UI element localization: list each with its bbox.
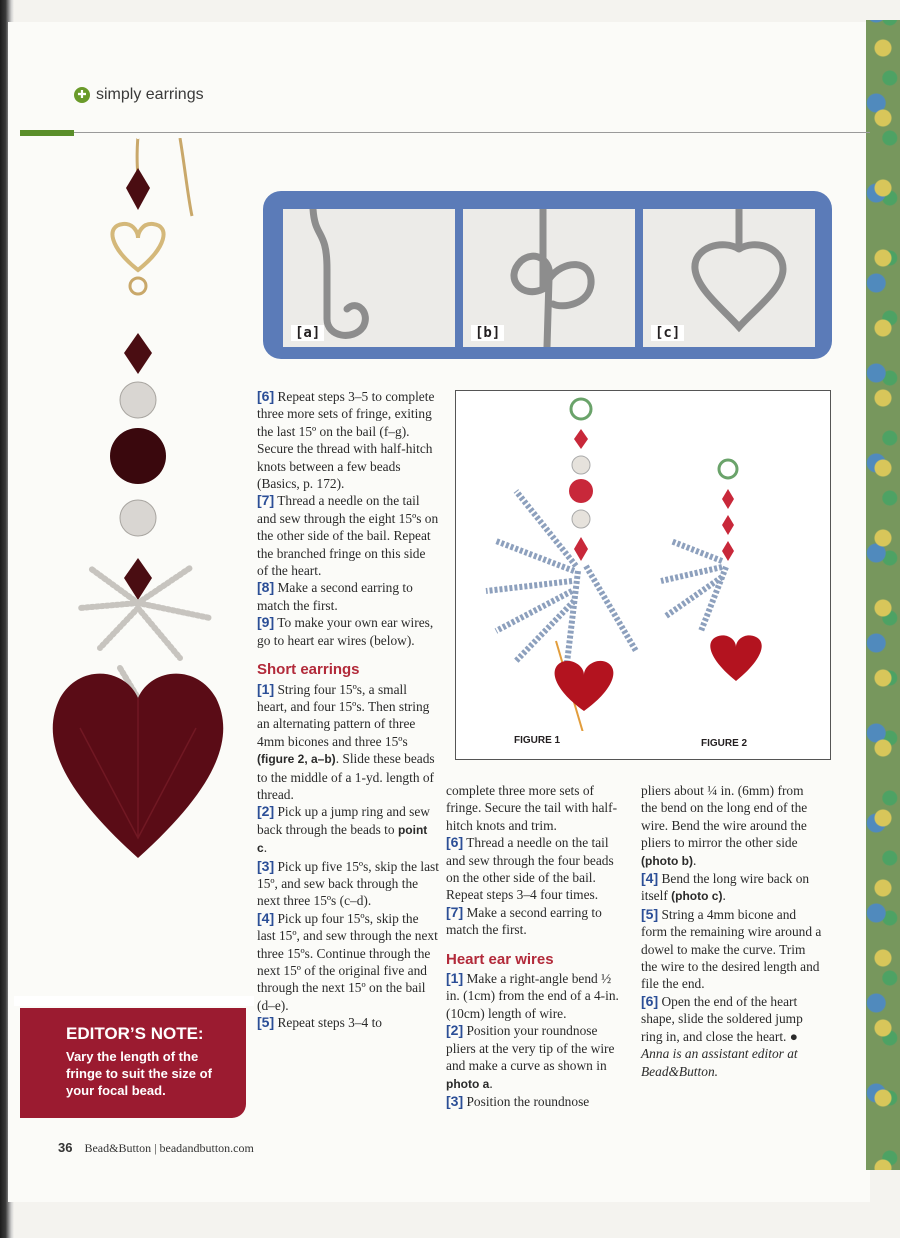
ear-wire <box>137 138 192 216</box>
step-paragraph: [7] Thread a needle on the tail and sew through the eight 15ºs on the other side of the bail. Repeat the branched fringe on this side of the heart. <box>257 492 439 579</box>
text-column-2 <box>446 782 628 1110</box>
heart-ear-wires-heading: Heart ear wires <box>446 950 554 968</box>
continued-paragraph: pliers about ¼ in. (6mm) from the bend on the long end of the wire. Bend the wire around the pliers to mirror the other side (photo b). <box>641 783 808 868</box>
step-paragraph: [3] Pick up five 15ºs, skip the last 15º, and sew back through the next three 15ºs (c–d). <box>257 857 439 909</box>
continued-paragraph: complete three more sets of fringe. Secure the tail with half-hitch knots and trim. <box>446 783 618 833</box>
photo-b <box>463 209 635 347</box>
note-divider <box>14 996 254 1006</box>
section-tag <box>74 86 204 104</box>
figure-1-label: FIGURE 1 <box>514 735 561 746</box>
step-photos-strip <box>263 191 832 359</box>
step-paragraph: [2] Position your roundnose pliers at the very tip of the wire and make a curve as shown in photo a. <box>446 1022 615 1091</box>
beading-diagram <box>456 391 830 731</box>
crystal-bead <box>120 500 156 536</box>
text-column-1 <box>257 388 439 1032</box>
step-paragraph: [5] String a 4mm bicone and form the remaining wire around a dowel to make the curve. Trim the wire to the desired length and file the end. <box>641 905 822 992</box>
step-paragraph: [2] Pick up a jump ring and sew back through the beads to point c. <box>257 803 430 856</box>
bicone-bead <box>124 333 152 374</box>
photo-a <box>283 209 455 347</box>
page-number: 36 <box>58 1140 73 1155</box>
step-paragraph: [8] Make a second earring to match the first. <box>257 579 413 613</box>
step-paragraph: [4] Bend the long wire back on itself (photo c). <box>641 870 810 904</box>
facing-page-beads-edge <box>866 20 900 1170</box>
step-paragraph: [4] Pick up four 15ºs, skip the last 15º, and sew through the next three 15ºs. Continue through the next 15º of the original five and through the next 15º on the bail (d–e). <box>257 909 438 1013</box>
figure-1-diagram <box>486 399 636 731</box>
section-tag-label: simply earrings <box>96 86 204 103</box>
photo-c-label: [c] <box>651 325 684 341</box>
crystal-bead <box>120 382 156 418</box>
step-paragraph: [7] Make a second earring to match the first. <box>446 903 602 938</box>
publication-credit: Bead&Button | beadandbutton.com <box>84 1141 254 1155</box>
page-footer <box>58 1140 254 1156</box>
earring-photo <box>20 138 250 858</box>
step-paragraph: [9] To make your own ear wires, go to heart ear wires (below). <box>257 614 434 648</box>
garnet-round-bead <box>110 428 166 484</box>
editors-note-box <box>20 1008 246 1118</box>
editors-note-title: EDITOR’S NOTE: <box>66 1024 204 1043</box>
photo-c <box>643 209 815 347</box>
bicone-bead <box>126 168 150 210</box>
photo-b-label: [b] <box>471 325 504 341</box>
step-paragraph: [6] Open the end of the heart shape, slide the soldered jump ring in, and close the heart. ● <box>641 992 803 1044</box>
step-paragraph: [5] Repeat steps 3–4 to <box>257 1014 382 1031</box>
figure-diagrams <box>455 390 831 760</box>
step-paragraph: [1] Make a right-angle bend ½ in. (1cm) from the end of a 4-in. (10cm) length of wire. <box>446 970 619 1021</box>
header-rule <box>74 132 870 133</box>
photo-a-label: [a] <box>291 325 324 341</box>
plus-in-circle-icon: ✚ <box>74 87 90 103</box>
step-paragraph: [6] Repeat steps 3–5 to complete three more sets of fringe, exiting the last 15º on the bail (f–g). Secure the thread with half-hitch knots between a few beads (Basics, p. 172). <box>257 388 435 492</box>
figure-2-label: FIGURE 2 <box>701 738 748 749</box>
end-mark-icon: ● <box>789 1028 798 1044</box>
short-earrings-heading: Short earrings <box>257 661 360 679</box>
editors-note-body: Vary the length of the fringe to suit the size of your focal bead. <box>66 1049 212 1098</box>
heart-wire <box>112 224 163 270</box>
section-color-bar <box>20 130 74 136</box>
step-paragraph: [3] Position the roundnose <box>446 1092 590 1109</box>
figure-2-diagram <box>661 460 762 681</box>
text-column-3 <box>641 782 823 1080</box>
step-paragraph: [1] String four 15ºs, a small heart, and four 15ºs. Then string an alternating pattern of three 4mm bicones and three 15ºs (figure 2, a–b). Slide these beads to the middle of a 1-yd. length of thread. <box>257 680 435 802</box>
author-byline: Anna is an assistant editor at Bead&Button. <box>641 1046 798 1079</box>
jump-ring <box>130 278 146 294</box>
step-paragraph: [6] Thread a needle on the tail and sew through the four beads on the other side of the bail. Repeat steps 3–4 four times. <box>446 834 614 903</box>
